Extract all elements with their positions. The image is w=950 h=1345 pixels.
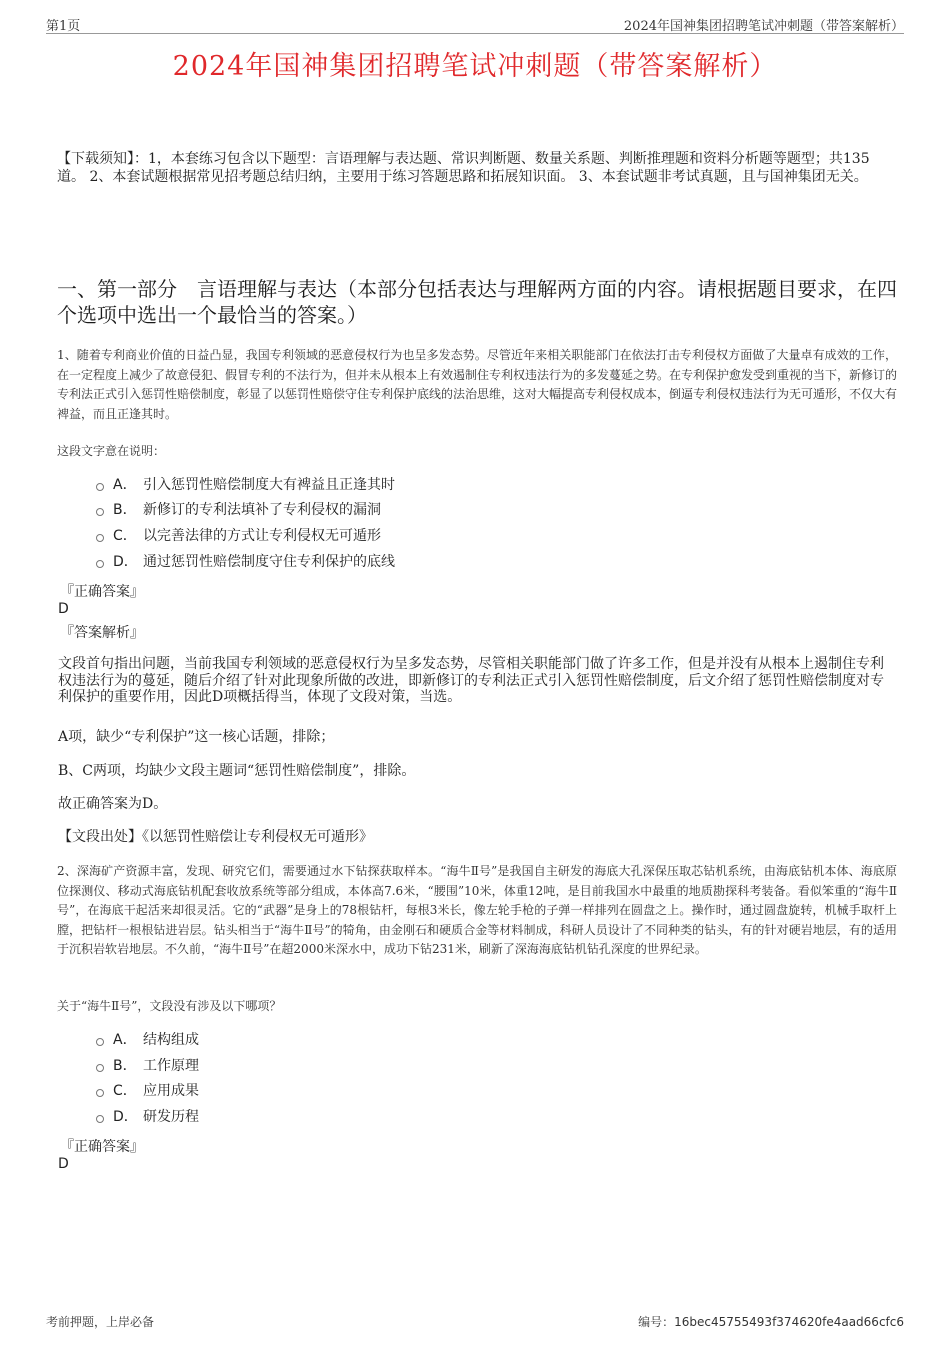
- q2-option-b[interactable]: [96, 1055, 199, 1077]
- q1-option-c[interactable]: [96, 525, 381, 547]
- option-text: 以完善法律的方式让专利侵权无可遁形: [143, 528, 381, 544]
- option-text: 研发历程: [143, 1109, 199, 1125]
- footer-code: [638, 1313, 904, 1330]
- option-letter: C．: [113, 1083, 137, 1099]
- radio-icon[interactable]: [96, 1038, 104, 1046]
- q2-answer-label: 『正确答案』: [60, 1139, 144, 1155]
- page-number: 第1页: [46, 19, 81, 34]
- q1-answer-label: 『正确答案』: [60, 584, 144, 600]
- q1-source: 【文段出处】《以惩罚性赔偿让专利侵权无可遁形》: [58, 829, 373, 845]
- radio-icon[interactable]: [96, 560, 104, 568]
- option-letter: D．: [113, 1109, 138, 1125]
- radio-icon[interactable]: [96, 1089, 104, 1097]
- option-text: 新修订的专利法填补了专利侵权的漏洞: [143, 502, 381, 518]
- option-text: 结构组成: [143, 1032, 199, 1048]
- q2-option-d[interactable]: [96, 1106, 199, 1128]
- q1-stem: 这段文字意在说明：: [57, 444, 166, 458]
- option-letter: D．: [113, 554, 138, 570]
- radio-icon[interactable]: [96, 1115, 104, 1123]
- running-title: 2024年国神集团招聘笔试冲刺题（带答案解析）: [623, 19, 904, 34]
- q2-passage: 2、深海矿产资源丰富，发现、研究它们，需要通过水下钻探获取样本。“海牛Ⅱ号”是我国自主研发的海底大孔深保压取芯钻机系统，由海底钻机本体、海底原位探测仪、移动式海底钻机配套收放系统等部分组成，本体高7.6米，“腰围”10米，体重12吨，是目前我国水中最重的地质勘探科考装备。看似笨重的“海牛Ⅱ号”，在海底干起活来却很灵活。它的“武器”是身上的78根钻杆，每根3米长，像左轮手枪的子弹一样排列在圆盘之上。操作时，通过圆盘旋转，机械手取杆上膛，把钻杆一根根钻进岩层。钻头相当于“海牛Ⅱ号”的犄角，由金刚石和硬质合金等材料制成，科研人员设计了不同种类的钻头，有的针对硬岩地层，有的适用于沉积岩软岩地层。不久前，“海牛Ⅱ号”在超2000米深水中，成功下钻231米，刷新了深海海底钻机钻孔深度的世界纪录。: [57, 864, 897, 957]
- q2-option-c[interactable]: [96, 1080, 199, 1102]
- option-letter: A．: [113, 477, 137, 493]
- section-heading: 一、第一部分 言语理解与表达（本部分包括表达与理解两方面的内容。请根据题目要求，在四个选项中选出一个最恰当的答案。）: [57, 277, 897, 327]
- q2-answer: D: [58, 1156, 69, 1172]
- radio-icon[interactable]: [96, 534, 104, 542]
- option-letter: B．: [113, 502, 137, 518]
- radio-icon[interactable]: [96, 1064, 104, 1072]
- q1-option-a[interactable]: [96, 474, 395, 496]
- option-text: 通过惩罚性赔偿制度守住专利保护的底线: [143, 554, 395, 570]
- q1-option-d[interactable]: [96, 551, 395, 573]
- q1-passage: 1、随着专利商业价值的日益凸显，我国专利领域的恶意侵权行为也呈多发态势。尽管近年来相关职能部门在依法打击专利侵权方面做了大量卓有成效的工作，在一定程度上减少了故意侵犯、假冒专利的不法行为，但并未从根本上有效遏制住专利权违法行为的多发蔓延之势。在专利保护愈发受到重视的当下，新修订的专利法正式引入惩罚性赔偿制度，彰显了以惩罚性赔偿守住专利保护底线的法治思维，这对大幅提高专利侵权成本，倒逼专利侵权违法行为无可遁形，不仅大有裨益，而且正逢其时。: [57, 348, 898, 421]
- download-notice: 【下载须知】：1，本套练习包含以下题型：言语理解与表达题、常识判断题、数量关系题、判断推理题和资料分析题等题型；共135道。 2、本套试题根据常见招考题总结归纳，主要用于练习答题思路和拓展知识面。 3、本套试题非考试真题，且与国神集团无关。: [57, 151, 870, 185]
- radio-icon[interactable]: [96, 508, 104, 516]
- document-title: 2024年国神集团招聘笔试冲刺题（带答案解析）: [172, 51, 778, 82]
- q1-note-bc: B、C两项，均缺少文段主题词“惩罚性赔偿制度”，排除。: [58, 763, 416, 779]
- q1-analysis-label: 『答案解析』: [60, 625, 144, 641]
- option-letter: B．: [113, 1058, 137, 1074]
- option-letter: A．: [113, 1032, 137, 1048]
- q2-option-a[interactable]: [96, 1029, 199, 1051]
- option-letter: C．: [113, 528, 137, 544]
- header-divider: [46, 33, 904, 34]
- radio-icon[interactable]: [96, 483, 104, 491]
- option-text: 引入惩罚性赔偿制度大有裨益且正逢其时: [143, 477, 395, 493]
- code-value: 16bec45755493f374620fe4aad66cfc6: [674, 1315, 904, 1329]
- q1-analysis: 文段首句指出问题，当前我国专利领域的恶意侵权行为呈多发态势，尽管相关职能部门做了许多工作，但是并没有从根本上遏制住专利权违法行为的蔓延，随后介绍了针对此现象所做的改进，即新修订的专利法正式引入惩罚性赔偿制度，后文介绍了惩罚性赔偿制度对专利保护的重要作用，因此D项概括得当，体现了文段对策，当选。: [58, 656, 884, 705]
- footer-slogan: 考前押题，上岸必备: [46, 1315, 155, 1329]
- q1-note-a: A项，缺少“专利保护”这一核心话题，排除；: [58, 729, 335, 745]
- q2-stem: 关于“海牛Ⅱ号”，文段没有涉及以下哪项？: [57, 999, 282, 1013]
- q1-conclusion: 故正确答案为D。: [58, 796, 168, 812]
- option-text: 工作原理: [143, 1058, 199, 1074]
- code-label: 编号：: [638, 1315, 675, 1329]
- q1-answer: D: [58, 601, 69, 617]
- q1-option-b[interactable]: [96, 499, 381, 521]
- option-text: 应用成果: [143, 1083, 199, 1099]
